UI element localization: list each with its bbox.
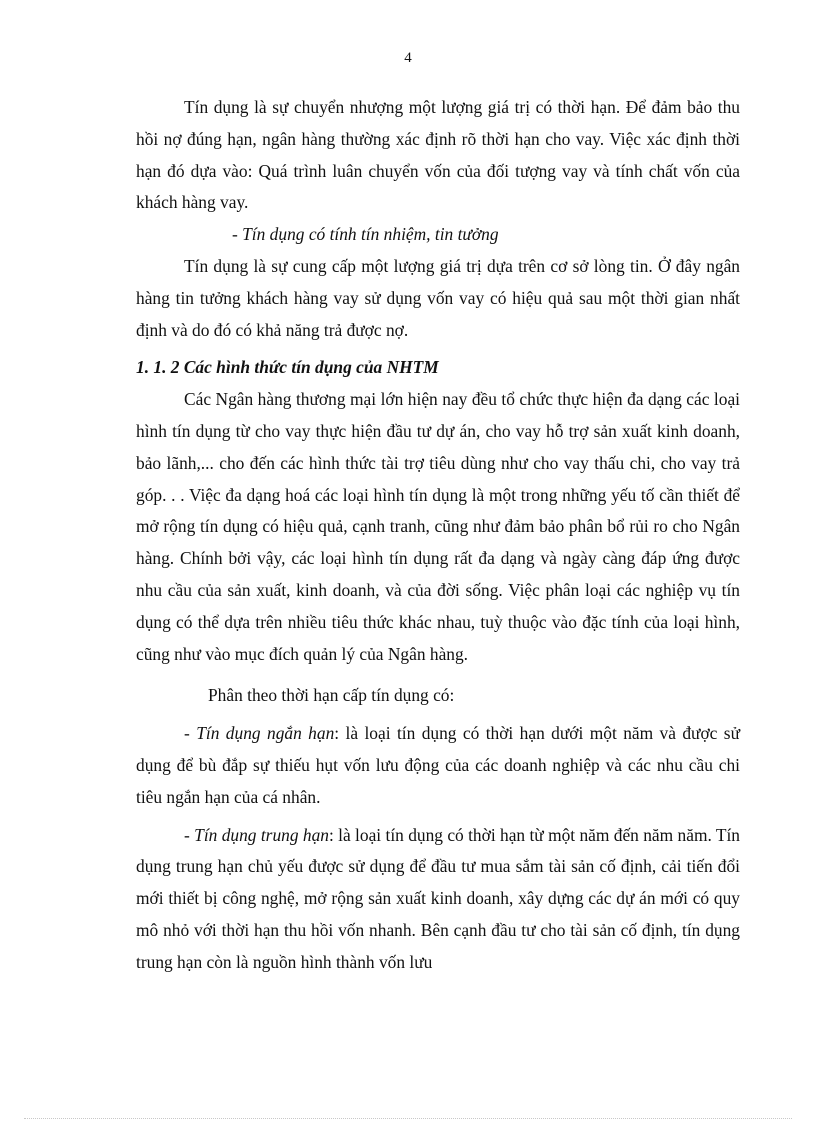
dash: -: [184, 723, 197, 744]
medium-term-text: : là loại tín dụng có thời hạn từ một năm đến năm năm. Tín dụng trung hạn chủ yếu được sử dụng để đầu tư mua sắm tài sản cố định, cải tiến đổi mới thiết bị công nghệ, mở rộng sản xuất kinh doanh, xây dựng các dự án mới có quy mô nhỏ với thời hạn thu hồi vốn nhanh. Bên cạnh đầu tư cho tài sản cố định, tín dụng trung hạn còn là nguồn hình thành vốn lưu: [136, 824, 741, 972]
document-body: [136, 92, 740, 979]
section-heading: 1. 1. 2 Các hình thức tín dụng của NHTM: [136, 357, 439, 378]
paragraph-credit-trust: Tín dụng là sự cung cấp một lượng giá trị dựa trên cơ sở lòng tin. Ở đây ngân hàng tin tưởng khách hàng vay sử dụng vốn vay có hiệu quả sau một thời gian nhất định và do đó có khả năng trả được nợ.: [136, 255, 740, 340]
paragraph-credit-term: Tín dụng là sự chuyển nhượng một lượng giá trị có thời hạn. Để đảm bảo thu hồi nợ đúng hạn, ngân hàng thường xác định rõ thời hạn cho vay. Việc xác định thời hạn đó dựa vào: Quá trình luân chuyển vốn của đối tượng vay và tính chất vốn của khách hàng vay.: [136, 97, 740, 213]
paragraph-medium-term: [136, 820, 740, 979]
term-medium-term: Tín dụng trung hạn: [194, 824, 329, 845]
dash: -: [184, 824, 195, 845]
paragraph-classification: Phân theo thời hạn cấp tín dụng có:: [208, 685, 455, 706]
paragraph-short-term: [136, 718, 740, 813]
page-bottom-divider: [24, 1118, 792, 1119]
bullet-credit-trust: - Tín dụng có tính tín nhiệm, tin tưởng: [232, 224, 499, 245]
paragraph-credit-forms: Các Ngân hàng thương mại lớn hiện nay đều tổ chức thực hiện đa dạng các loại hình tín dụng từ cho vay thực hiện đầu tư dự án, cho vay hỗ trợ sản xuất kinh doanh, bảo lãnh,... cho đến các hình thức tài trợ tiêu dùng như cho vay thấu chi, cho vay trả góp. . . Việc đa dạng hoá các loại hình tín dụng là một trong những yếu tố cần thiết để mở rộng tín dụng có hiệu quả, cạnh tranh, cũng như đảm bảo phân bổ rủi ro cho Ngân hàng. Chính bởi vậy, các loại hình tín dụng rất đa dạng và ngày càng đáp ứng được nhu cầu của sản xuất, kinh doanh, và của đời sống. Việc phân loại các nghiệp vụ tín dụng có thể dựa trên nhiều tiêu thức khác nhau, tuỳ thuộc vào đặc tính của loại hình, cũng như vào mục đích quản lý của Ngân hàng.: [136, 389, 740, 664]
page-number: 4: [404, 50, 412, 66]
short-term-text: : là loại tín dụng có thời hạn dưới một năm và được sử dụng để bù đắp sự thiếu hụt vốn lưu động của các doanh nghiệp và các nhu cầu chi tiêu ngắn hạn của cá nhân.: [136, 723, 740, 807]
term-short-term: Tín dụng ngắn hạn: [196, 723, 335, 744]
